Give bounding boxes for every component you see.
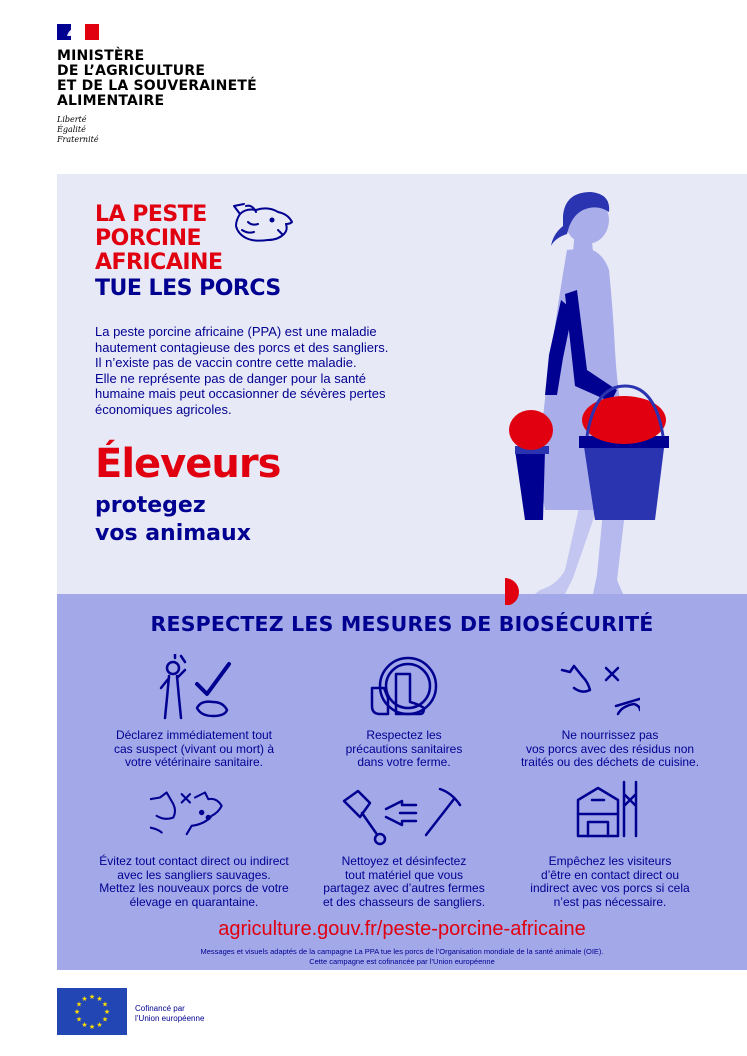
biosecurity-title: RESPECTEZ LES MESURES DE BIOSÉCURITÉ (150, 612, 654, 636)
measure-caption-2 (294, 729, 514, 770)
poster-title (95, 203, 222, 275)
motto-line: Fraternité (57, 135, 99, 144)
eu-star: ★ (103, 1009, 111, 1016)
eu-star: ★ (75, 1001, 83, 1009)
measure-caption-4 (84, 855, 304, 909)
eu-star: ★ (101, 1016, 109, 1024)
caption-line: Mettez les nouveaux porcs de votre (99, 881, 289, 895)
title-line: LA PESTE (95, 202, 207, 227)
campaign-credits (57, 947, 747, 966)
eu-star: ★ (88, 994, 96, 1001)
caption-line: traités ou des déchets de cuisine. (520, 755, 700, 769)
measure-caption-1 (84, 729, 304, 770)
ministry-header (57, 24, 257, 145)
eu-star: ★ (96, 996, 103, 1004)
motto-line: Liberté (57, 115, 87, 124)
caption-line: Respectez les (366, 728, 442, 742)
eu-star: ★ (75, 1016, 83, 1024)
caption-line: Déclarez immédiatement tout (115, 728, 273, 742)
poster-subtitle: TUE LES PORCS (95, 276, 281, 301)
intro-paragraph (95, 324, 455, 417)
pig-head-icon (228, 200, 298, 248)
caption-line: indirect avec vos porcs si cela (530, 881, 690, 895)
caption-line: avec les sangliers sauvages. (117, 867, 271, 882)
ministry-name (57, 49, 257, 109)
caption-line: dans votre ferme. (357, 755, 451, 769)
caption-line: précautions sanitaires (345, 741, 463, 756)
intro-line: La peste porcine africaine (PPA) est une maladie (95, 324, 377, 339)
eu-line: l’Union européenne (135, 1013, 205, 1023)
eu-cofinancing-text (135, 1004, 204, 1023)
no-feeding-scraps-icon (560, 654, 640, 720)
ministry-line: ET DE LA SOUVERAINETÉ (57, 78, 257, 94)
title-line: AFRICAINE (95, 250, 223, 275)
credit-line: Messages et visuels adaptés de la campagne La PPA tue les porcs de l’Organisation mondiale de la santé animale (OIE). (200, 947, 604, 956)
barn-no-entry-icon (570, 780, 650, 846)
eu-line: Cofinancé par (135, 1004, 185, 1013)
wild-boar-no-contact-icon (150, 782, 230, 848)
eu-star: ★ (88, 1024, 96, 1031)
republic-logo (57, 24, 99, 40)
credit-line: Cette campagne est cofinancée par l’Union européenne (309, 956, 495, 966)
farmer-carrying-buckets-illustration (505, 190, 705, 605)
eu-star: ★ (101, 1001, 109, 1009)
marianne-icon (63, 26, 87, 38)
eu-star: ★ (96, 1021, 103, 1029)
measure-caption-5 (294, 855, 514, 909)
intro-line: Elle ne représente pas de danger pour la santé (95, 370, 367, 386)
measure-caption-6 (500, 855, 720, 909)
ministry-line: ALIMENTAIRE (57, 93, 165, 109)
intro-line: économiques agricoles. (95, 401, 232, 417)
gloves-boots-icon (364, 654, 444, 720)
caption-line: Empêchez les visiteurs (548, 854, 672, 868)
protect-line: protegez (95, 493, 206, 518)
caption-line: Ne nourrissez pas (561, 728, 659, 742)
ministry-line: MINISTÈRE (57, 48, 145, 64)
intro-line: Il n’existe pas de vaccin contre cette maladie. (95, 355, 357, 370)
clean-tools-icon (340, 784, 464, 850)
republic-motto (57, 115, 257, 145)
caption-line: élevage en quarantaine. (129, 894, 259, 909)
caption-line: cas suspect (vivant ou mort) à (113, 741, 275, 756)
eleveurs-heading: Éleveurs (95, 441, 281, 487)
caption-line: votre vétérinaire sanitaire. (124, 755, 264, 769)
caption-line: Évitez tout contact direct ou indirect (99, 854, 289, 868)
caption-line: n’est pas nécessaire. (553, 894, 667, 909)
protect-animals-heading (95, 492, 251, 548)
eu-star: ★ (81, 1021, 88, 1029)
caption-line: et des chasseurs de sangliers. (322, 894, 486, 909)
measure-caption-3 (500, 729, 720, 770)
ministry-line: DE L’AGRICULTURE (57, 63, 206, 79)
title-line: PORCINE (95, 226, 202, 251)
person-alert-pig-check-icon (155, 654, 235, 720)
intro-line: hautement contagieuse des porcs et des sangliers. (95, 339, 389, 355)
campaign-url-link[interactable]: agriculture.gouv.fr/peste-porcine-africaine (218, 918, 586, 940)
eu-flag-icon (57, 988, 127, 1035)
intro-line: humaine mais peut occasionner de sévères pertes (95, 386, 386, 401)
caption-line: Nettoyez et désinfectez (341, 854, 467, 868)
caption-line: d’être en contact direct ou (540, 867, 680, 882)
eu-star: ★ (73, 1009, 81, 1016)
eu-star: ★ (81, 996, 88, 1004)
caption-line: partagez avec d’autres fermes (323, 881, 485, 895)
caption-line: vos porcs avec des résidus non (525, 741, 695, 756)
caption-line: tout matériel que vous (344, 867, 464, 882)
protect-line: vos animaux (95, 521, 251, 546)
motto-line: Égalité (57, 125, 86, 134)
